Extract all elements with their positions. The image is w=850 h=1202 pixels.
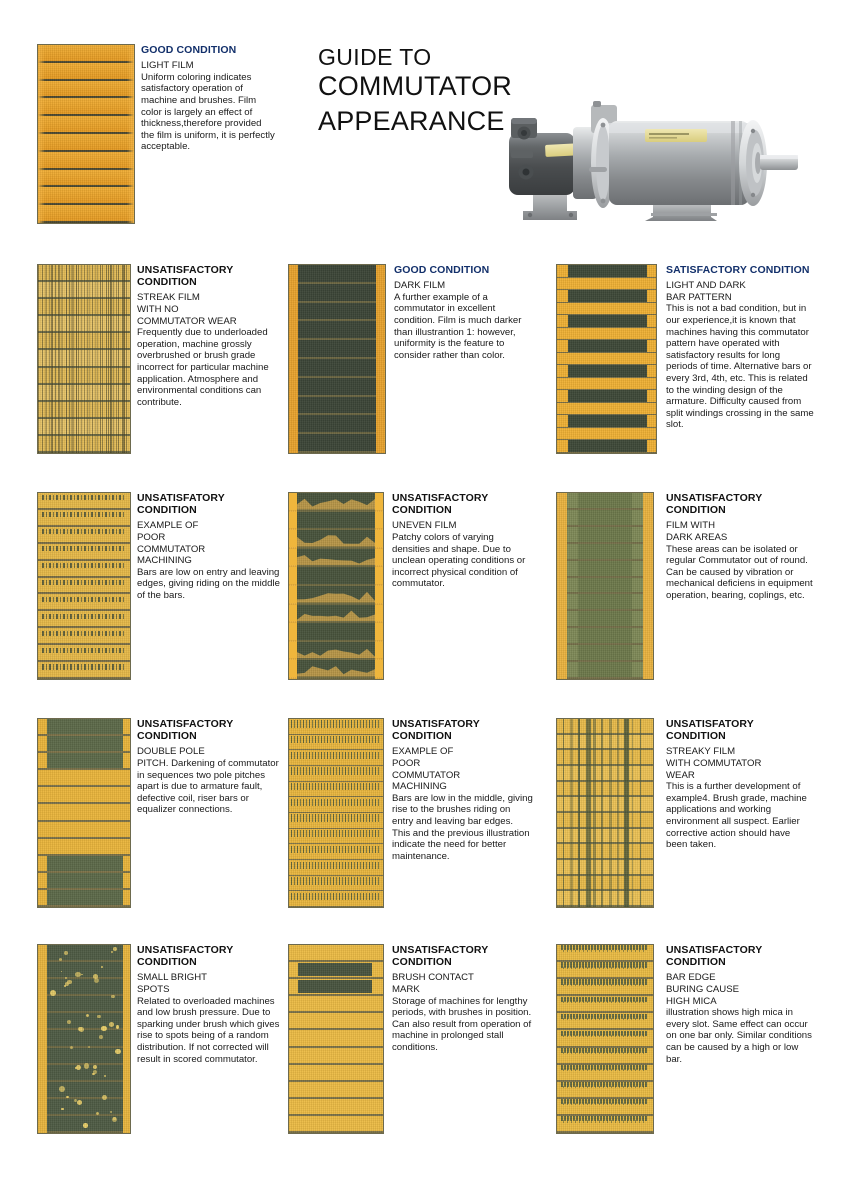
bar-riser [289, 567, 297, 584]
card-caption: UNEVEN FILM [392, 520, 457, 532]
commutator-swatch-poor-machining-edges [37, 492, 131, 680]
commutator-swatch-streak-film [37, 264, 131, 454]
commutator-swatch-brush-contact-mark [288, 944, 384, 1134]
condition-card-2[interactable] [37, 264, 282, 464]
card-caption: LIGHT FILM [141, 60, 194, 72]
condition-card-10[interactable] [556, 718, 814, 918]
card-body: illustration shows high mica in every slot. Same effect can occur on one bar only. Similar conditions can be caused by a high or low bar. [666, 1007, 812, 1065]
card-heading: UNSATISFATORY CONDITION [392, 718, 480, 743]
card-heading: UNSATISFATORY CONDITION [666, 718, 754, 743]
bar-riser [289, 493, 297, 510]
bar-riser [289, 549, 297, 566]
card-body: These areas can be isolated or regular Commutator out of round. Can be caused by vibration or mechanical deficiens in equipment operation, bearing, coplings, etc. [666, 543, 813, 601]
card-heading: SATISFACTORY CONDITION [666, 264, 810, 276]
card-heading: UNSATISFACTORY CONDITION [392, 944, 489, 969]
bar-riser [375, 642, 383, 659]
card-heading: UNSATISFACTORY CONDITION [137, 264, 234, 289]
commutator-swatch-streaky-film-wear [556, 718, 654, 908]
condition-card-5[interactable] [37, 492, 282, 692]
card-body: A further example of a commutator in excellent condition. Film is much darker than illustrantion 1: however, uniformity is the feature to consider rather than color. [394, 291, 522, 361]
card-body: Uniform coloring indicates satisfactory operation of machine and brushes. Film color is largely an effect of thickness,therefore provided the film is uniform, it is perfectly acceptable. [141, 71, 275, 153]
condition-card-9[interactable] [288, 718, 533, 918]
condition-card-6[interactable] [288, 492, 533, 692]
bar-riser [289, 642, 297, 659]
card-heading: GOOD CONDITION [394, 264, 490, 276]
commutator-swatch-double-pole-pitch [37, 718, 131, 908]
card-heading: GOOD CONDITION [141, 44, 237, 56]
bar-riser [375, 493, 383, 510]
card-heading: UNSATISFACTORY CONDITION [137, 944, 234, 969]
card-caption: EXAMPLE OF POOR COMMUTATOR MACHINING [392, 746, 461, 793]
card-caption: STREAK FILM WITH NO COMMUTATOR WEAR [137, 292, 237, 327]
bar-riser [375, 512, 383, 529]
card-heading: UNSATISFATORY CONDITION [137, 492, 225, 517]
bar-riser [375, 586, 383, 603]
condition-card-12[interactable] [288, 944, 533, 1144]
commutator-swatch-bright-spots [37, 944, 131, 1134]
card-body: Bars are low on entry and leaving edges, giving riding on the middle of the bars. [137, 566, 280, 601]
condition-card-3[interactable] [288, 264, 533, 464]
commutator-swatch-light-film [37, 44, 135, 224]
commutator-swatch-dark-film [288, 264, 386, 454]
card-body: PITCH. Darkening of commutator in sequences two pole pitches apart is due to armature fault, defective coil, riser bars or equalizer connections. [137, 758, 279, 816]
condition-card-11[interactable] [37, 944, 282, 1144]
commutator-swatch-dark-areas [556, 492, 654, 680]
card-caption: BRUSH CONTACT MARK [392, 972, 474, 995]
title-line-guide-to: GUIDE TO [318, 44, 432, 70]
bar-riser [289, 660, 297, 677]
card-heading: UNSATISFACTORY CONDITION [392, 492, 489, 517]
card-heading: UNSATISFACTORY CONDITION [666, 492, 763, 517]
bar-riser [289, 623, 297, 640]
card-body: Storage of machines for lengthy periods, with brushes in position. Can also result from operation of machine in prolonged stall conditions. [392, 995, 532, 1053]
card-caption: LIGHT AND DARK BAR PATTERN [666, 280, 746, 303]
card-caption: SMALL BRIGHT SPOTS [137, 972, 208, 995]
card-body: This is not a bad condition, but in our experience,it is known that machines having this commutator pattern have operated with satisfactory results for long periods of time. Alternative bars or every 3rd, 4th, etc. This is related to the winding design of the armature. Difficulty caused from split windings crossing in the same slot. [666, 303, 814, 431]
card-body: Related to overloaded machines and low brush pressure. Due to sparking under brush which gives rise to spots being of a random distribution. If not corrected will result in scored commutator. [137, 995, 280, 1065]
title-line-commutator: COMMUTATOR [318, 71, 512, 101]
bar-riser [289, 530, 297, 547]
condition-card-1[interactable] [37, 44, 277, 244]
condition-card-4[interactable] [556, 264, 814, 464]
card-body: This is a further development of example4. Brush grade, machine applications and working environment all suspect. Earlier corrective action should have been taken. [666, 781, 807, 851]
card-caption: EXAMPLE OF POOR COMMUTATOR MACHINING [137, 520, 206, 567]
commutator-swatch-bar-edge-burring [556, 944, 654, 1134]
card-caption: BAR EDGE BURING CAUSE HIGH MICA [666, 972, 740, 1007]
commutator-swatch-light-dark-bar [556, 264, 657, 454]
bar-riser [375, 605, 383, 622]
dc-motor-photo [505, 85, 805, 230]
bar-riser [375, 567, 383, 584]
card-caption: STREAKY FILM WITH COMMUTATOR WEAR [666, 746, 762, 781]
card-body: Frequently due to underloaded operation, machine grossly overbrushed or brush grade incorrect for particular machine application. Atmosphere and environmental conditions can contribute. [137, 327, 269, 408]
bar-riser [375, 549, 383, 566]
card-heading: UNSATISFACTORY CONDITION [137, 718, 234, 743]
bar-riser [375, 660, 383, 677]
commutator-swatch-poor-machining-middle [288, 718, 384, 908]
bar-riser [289, 512, 297, 529]
condition-card-7[interactable] [556, 492, 814, 692]
card-caption: DOUBLE POLE [137, 746, 205, 758]
card-heading: UNSATISFACTORY CONDITION [666, 944, 763, 969]
bar-riser [375, 530, 383, 547]
commutator-swatch-uneven-film [288, 492, 384, 680]
card-body: Patchy colors of varying densities and shape. Due to unclean operating conditions or incorrect physical condition of commutator. [392, 532, 526, 590]
bar-riser [289, 586, 297, 603]
bar-riser [289, 605, 297, 622]
card-body: Bars are low in the middle, giving rise to the brushes riding on entry and leaving bar edges. This and the previous illustration indicate the need for better maintenance. [392, 792, 533, 862]
card-caption: FILM WITH DARK AREAS [666, 520, 728, 543]
condition-card-8[interactable] [37, 718, 282, 918]
card-caption: DARK FILM [394, 280, 446, 292]
condition-card-13[interactable] [556, 944, 814, 1144]
title-line-appearance: APPEARANCE [318, 105, 505, 136]
bar-riser [375, 623, 383, 640]
